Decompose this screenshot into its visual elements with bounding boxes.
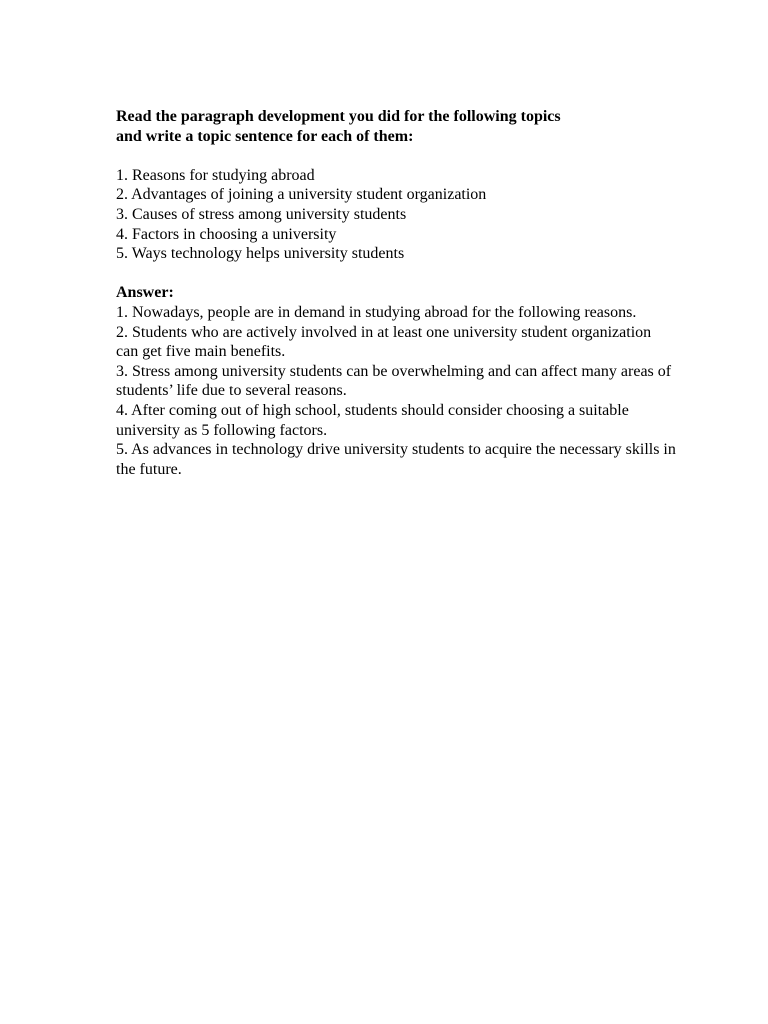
answer-item: 3. Stress among university students can be overwhelming and can affect many areas of students’ life due to several reasons. <box>116 362 672 400</box>
instruction-line-2: and write a topic sentence for each of them: <box>116 127 414 145</box>
topic-item: 1. Reasons for studying abroad <box>116 166 315 184</box>
topic-item: 3. Causes of stress among university students <box>116 205 407 223</box>
topic-item: 2. Advantages of joining a university student organization <box>116 186 487 204</box>
answer-item: 2. Students who are actively involved in at least one university student organization can get five main benefits. <box>116 323 652 361</box>
answer-item: 4. After coming out of high school, students should consider choosing a suitable university as 5 following factors. <box>116 401 629 439</box>
instruction-text <box>116 107 676 146</box>
document-page <box>116 107 676 479</box>
topic-item: 4. Factors in choosing a university <box>116 225 337 243</box>
answer-item: 1. Nowadays, people are in demand in studying abroad for the following reasons. <box>116 303 637 321</box>
answer-list <box>116 303 676 479</box>
answer-item: 5. As advances in technology drive university students to acquire the necessary skills in the future. <box>116 441 676 478</box>
topic-item: 5. Ways technology helps university students <box>116 245 405 263</box>
topic-list <box>116 166 676 264</box>
instruction-line-1: Read the paragraph development you did for the following topics <box>116 108 561 125</box>
answer-heading: Answer: <box>116 284 174 302</box>
